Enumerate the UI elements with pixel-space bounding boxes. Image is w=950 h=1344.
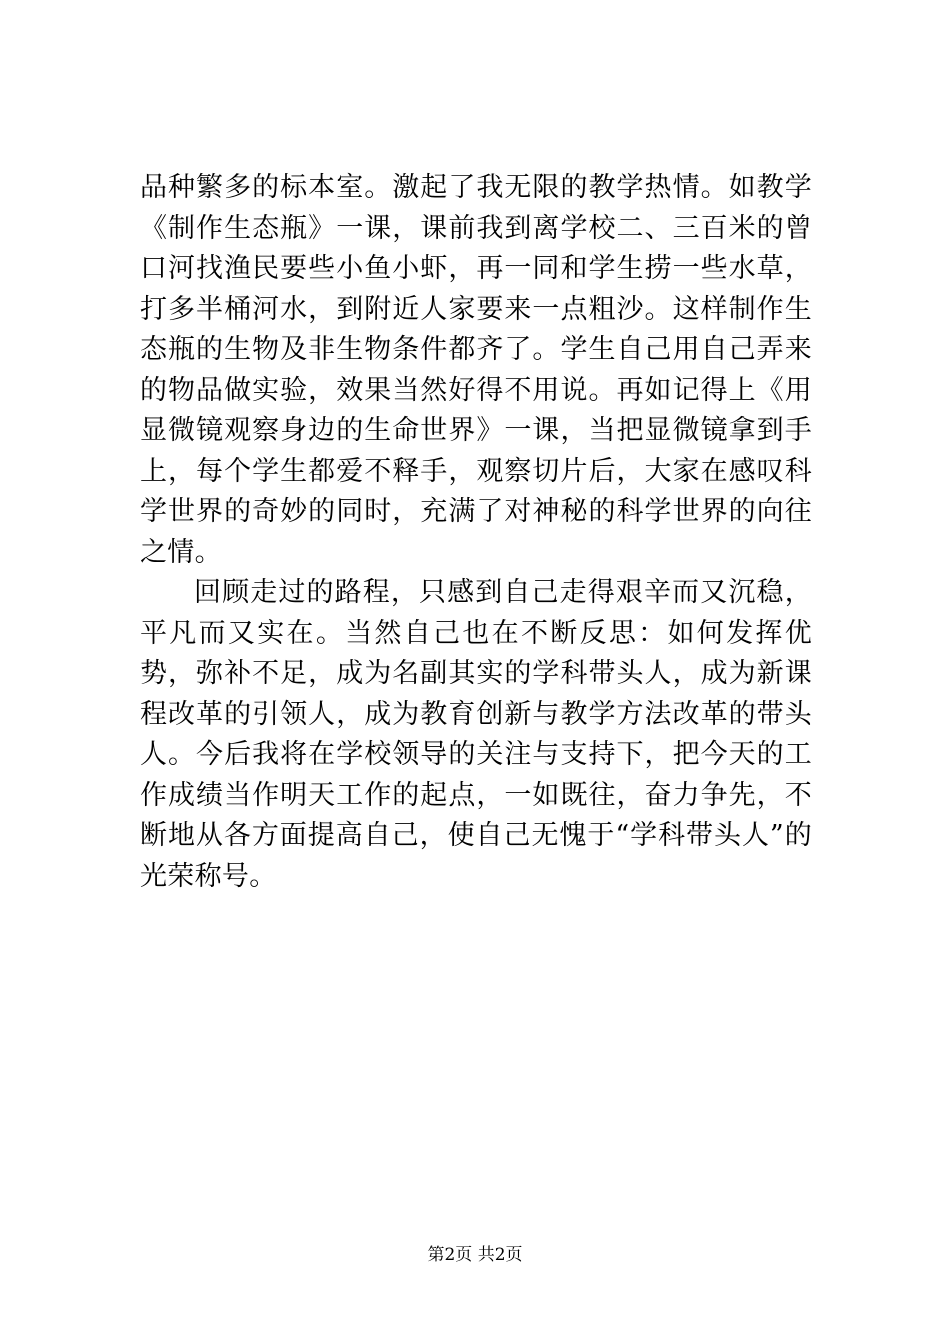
document-body [140,168,812,897]
paragraph-reflection: 回顾走过的路程，只感到自己走得艰辛而又沉稳，平凡而又实在。当然自己也在不断反思：如何发挥优势，弥补不足，成为名副其实的学科带头人，成为新课程改革的引领人，成为教育创新与教学方法改革的带头人。今后我将在学校领导的关注与支持下，把今天的工作成绩当作明天工作的起点，一如既往，奋力争先，不断地从各方面提高自己，使自己无愧于“学科带头人”的光荣称号。 [140,577,812,892]
page-number-footer: 第2页 共2页 [427,1245,523,1265]
paragraph-continuation: 品种繁多的标本室。激起了我无限的教学热情。如教学《制作生态瓶》一课，课前我到离学校二、三百米的曾口河找渔民要些小鱼小虾，再一同和学生捞一些水草，打多半桶河水，到附近人家要来一点粗沙。这样制作生态瓶的生物及非生物条件都齐了。学生自己用自己弄来的物品做实验，效果当然好得不用说。再如记得上《用显微镜观察身边的生命世界》一课，当把显微镜拿到手上，每个学生都爱不释手，观察切片后，大家在感叹科学世界的奇妙的同时，充满了对神秘的科学世界的向往之情。 [140,172,812,568]
